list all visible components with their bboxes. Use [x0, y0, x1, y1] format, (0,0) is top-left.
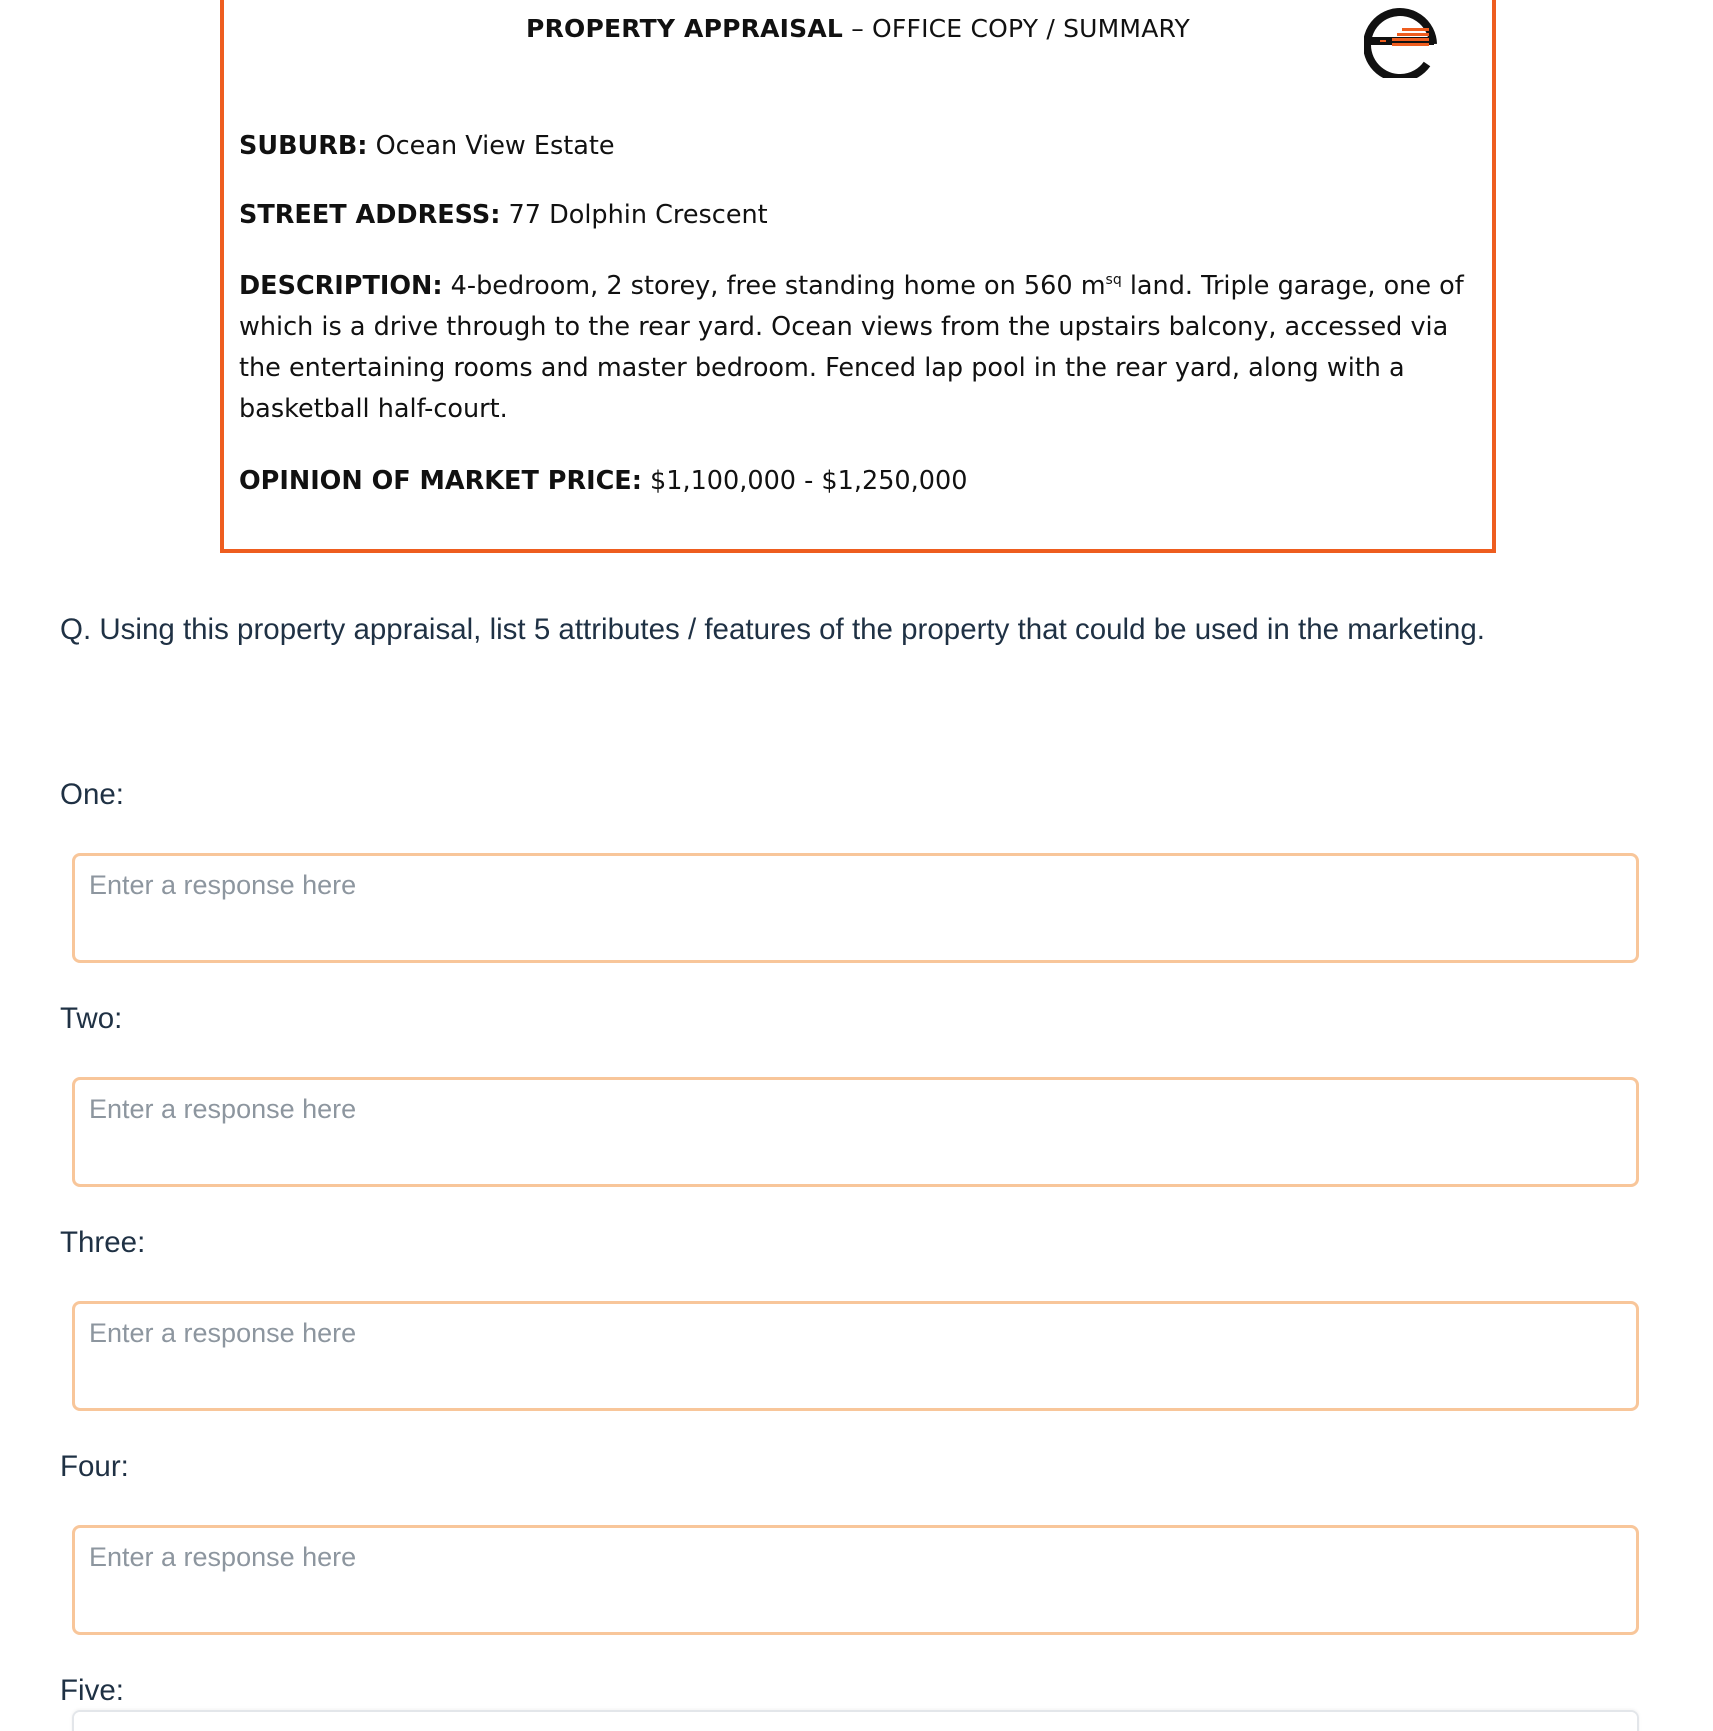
appraisal-title — [224, 14, 1492, 43]
response-label-five: Five: — [60, 1674, 124, 1707]
suburb-label: SUBURB: — [239, 131, 368, 161]
price-label: OPINION OF MARKET PRICE: — [239, 466, 642, 496]
response-input-two[interactable] — [72, 1077, 1639, 1187]
price-value: $1,100,000 - $1,250,000 — [641, 466, 968, 496]
response-label-four: Four: — [60, 1450, 129, 1483]
suburb-value: Ocean View Estate — [367, 131, 615, 161]
description-text-1: 4-bedroom, 2 storey, free standing home on 560 m — [442, 271, 1106, 301]
response-input-five[interactable] — [72, 1710, 1639, 1731]
description-label: DESCRIPTION: — [239, 271, 443, 301]
price-line — [239, 461, 1464, 502]
response-input-four[interactable] — [72, 1525, 1639, 1635]
question-text: Q. Using this property appraisal, list 5 attributes / features of the property that could be used in the marketing. — [60, 613, 1485, 646]
response-label-three: Three: — [60, 1226, 146, 1259]
response-label-one: One: — [60, 778, 124, 811]
response-input-three[interactable] — [72, 1301, 1639, 1411]
response-label-two: Two: — [60, 1002, 123, 1035]
description-text-2: land. Triple garage, one of which is a drive through to the rear yard. Ocean views from the upstairs balcony, accessed via the entertaining rooms and master bedroom. Fenced lap pool in the rear yard, along with a basketball half-court. — [239, 271, 1464, 424]
description-block — [239, 266, 1464, 430]
brand-logo-icon — [1364, 2, 1440, 78]
address-line — [239, 195, 1464, 236]
description-superscript: sq — [1105, 272, 1122, 288]
address-label: STREET ADDRESS: — [239, 200, 501, 230]
suburb-line — [239, 126, 1464, 167]
appraisal-title-main: PROPERTY APPRAISAL — [526, 14, 844, 43]
appraisal-title-sub: – OFFICE COPY / SUMMARY — [843, 14, 1190, 43]
response-input-one[interactable] — [72, 853, 1639, 963]
appraisal-card — [220, 0, 1496, 553]
address-value: 77 Dolphin Crescent — [500, 200, 768, 230]
